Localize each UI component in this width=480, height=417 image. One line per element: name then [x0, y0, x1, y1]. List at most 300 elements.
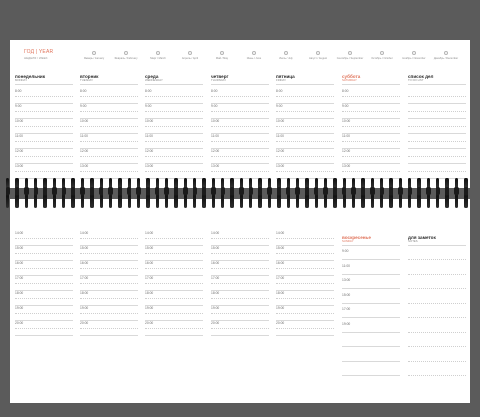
month-ring-icon	[348, 51, 352, 55]
binding-coil	[408, 178, 411, 208]
time-slot[interactable]	[15, 89, 73, 103]
hour-line	[15, 335, 73, 336]
time-slot[interactable]	[211, 261, 269, 275]
time-slot[interactable]	[80, 231, 138, 245]
time-slot[interactable]	[408, 336, 466, 350]
spiral-binding	[6, 178, 474, 210]
time-slot[interactable]	[342, 134, 400, 148]
half-hour-line	[80, 268, 138, 269]
time-slot[interactable]	[15, 134, 73, 148]
time-slot[interactable]	[80, 134, 138, 148]
half-hour-line	[276, 96, 334, 97]
binding-coil	[118, 178, 121, 208]
time-label: 14:00	[145, 231, 154, 235]
time-slot[interactable]	[276, 246, 334, 260]
half-hour-line	[145, 283, 203, 284]
time-slot[interactable]	[342, 278, 400, 292]
time-label: 19:00	[145, 306, 154, 310]
day-subtitle: NOTES	[408, 239, 418, 243]
time-slot[interactable]	[211, 321, 269, 335]
binding-coil	[109, 178, 112, 208]
binding-coil	[324, 178, 327, 208]
time-slot[interactable]	[408, 164, 466, 178]
time-slot[interactable]	[276, 306, 334, 320]
line	[408, 375, 466, 376]
time-label: 17:00	[211, 276, 220, 280]
half-hour-line	[145, 268, 203, 269]
half-hour-line	[211, 238, 269, 239]
time-label: 8:00	[15, 89, 22, 93]
time-slot[interactable]	[408, 365, 466, 379]
time-slot[interactable]	[145, 231, 203, 245]
time-slot[interactable]	[211, 104, 269, 118]
half-hour-line	[80, 313, 138, 314]
half-hour-line	[145, 96, 203, 97]
binding-coil	[81, 178, 84, 208]
time-slot[interactable]	[80, 306, 138, 320]
time-label: 9:00	[342, 104, 349, 108]
time-slot[interactable]	[211, 291, 269, 305]
time-slot[interactable]	[15, 164, 73, 178]
time-slot[interactable]	[80, 149, 138, 163]
time-slot[interactable]	[145, 149, 203, 163]
day-title: четверг	[211, 74, 229, 79]
month-ring-icon	[188, 51, 192, 55]
half-hour-line	[211, 298, 269, 299]
time-slot[interactable]	[211, 231, 269, 245]
time-slot[interactable]	[408, 119, 466, 133]
half-hour-line	[80, 111, 138, 112]
time-slot[interactable]	[211, 119, 269, 133]
line	[342, 375, 400, 376]
time-slot[interactable]	[145, 306, 203, 320]
time-slot[interactable]	[342, 264, 400, 278]
half-hour-line	[145, 171, 203, 172]
time-label: 8:00	[342, 89, 349, 93]
binding-coil	[53, 178, 56, 208]
time-label: 12:00	[80, 149, 89, 153]
binding-coil	[389, 178, 392, 208]
time-label: 13:00	[145, 164, 154, 168]
day-column-continued	[80, 231, 138, 401]
time-slot[interactable]	[15, 306, 73, 320]
time-slot[interactable]	[276, 164, 334, 178]
binding-coil	[258, 178, 261, 208]
time-slot[interactable]	[145, 246, 203, 260]
half-hour-line	[15, 298, 73, 299]
time-slot[interactable]	[80, 164, 138, 178]
binding-coil	[202, 178, 205, 208]
time-label: 13:00	[342, 278, 351, 282]
day-title: вторник	[80, 74, 99, 79]
half-hour-line	[80, 328, 138, 329]
time-label: 10:00	[15, 119, 24, 123]
half-hour-line	[80, 298, 138, 299]
time-label: 15:00	[145, 246, 154, 250]
day-column-continued	[211, 231, 269, 401]
binding-coil	[445, 178, 448, 208]
time-slot[interactable]	[145, 321, 203, 335]
time-slot[interactable]	[408, 307, 466, 321]
time-slot[interactable]	[276, 104, 334, 118]
binding-coil	[249, 178, 252, 208]
half-hour-line	[15, 328, 73, 329]
binding-coil	[352, 178, 355, 208]
day-title: понедельник	[15, 74, 46, 79]
line	[342, 317, 400, 318]
hour-line	[80, 335, 138, 336]
line	[342, 303, 400, 304]
time-slot[interactable]	[342, 104, 400, 118]
time-slot[interactable]	[408, 104, 466, 118]
time-slot[interactable]	[408, 293, 466, 307]
time-label: 14:00	[15, 231, 24, 235]
month-ring-icon	[380, 51, 384, 55]
header-rule	[342, 84, 400, 85]
time-slot[interactable]	[15, 321, 73, 335]
time-slot[interactable]	[408, 264, 466, 278]
time-label: 16:00	[80, 261, 89, 265]
half-hour-line	[342, 111, 400, 112]
half-hour-line	[276, 313, 334, 314]
half-hour-line	[211, 156, 269, 157]
day-column-continued	[145, 231, 203, 401]
half-hour-line	[15, 171, 73, 172]
binding-coil	[15, 178, 18, 208]
half-hour-line	[211, 268, 269, 269]
month-label: Сентябрь / September	[336, 57, 364, 60]
half-hour-line	[15, 268, 73, 269]
time-label: 12:00	[211, 149, 220, 153]
header-rule	[276, 84, 334, 85]
half-hour-line	[276, 238, 334, 239]
binding-coil	[427, 178, 430, 208]
time-slot[interactable]	[15, 119, 73, 133]
time-slot[interactable]	[276, 321, 334, 335]
time-slot[interactable]	[145, 119, 203, 133]
time-slot[interactable]	[15, 231, 73, 245]
time-label: 13:00	[15, 164, 24, 168]
half-hour-line	[211, 126, 269, 127]
time-slot[interactable]	[276, 261, 334, 275]
time-slot[interactable]	[276, 291, 334, 305]
time-slot[interactable]	[408, 322, 466, 336]
time-label: 12:00	[145, 149, 154, 153]
time-slot[interactable]	[145, 89, 203, 103]
time-slot[interactable]	[145, 291, 203, 305]
time-slot[interactable]	[276, 276, 334, 290]
half-hour-line	[80, 253, 138, 254]
day-subtitle: MONDAY	[15, 78, 28, 82]
time-label: 14:00	[80, 231, 89, 235]
time-label: 15:00	[211, 246, 220, 250]
time-label: 10:00	[211, 119, 220, 123]
time-label: 11:00	[211, 134, 220, 138]
binding-coil	[6, 178, 9, 208]
time-label: 13:00	[80, 164, 89, 168]
binding-coil	[455, 178, 458, 208]
month-label: Ноябрь / November	[402, 57, 426, 60]
day-title: среда	[145, 74, 159, 79]
time-label: 10:00	[145, 119, 154, 123]
month-ring-icon	[92, 51, 96, 55]
half-hour-line	[15, 238, 73, 239]
time-slot[interactable]	[342, 351, 400, 365]
day-title: суббота	[342, 74, 361, 79]
day-column	[145, 74, 203, 186]
time-slot[interactable]	[145, 134, 203, 148]
time-label: 8:00	[211, 89, 218, 93]
time-slot[interactable]	[211, 134, 269, 148]
time-label: 8:00	[145, 89, 152, 93]
time-slot[interactable]	[15, 104, 73, 118]
day-column	[276, 74, 334, 186]
time-label: 18:00	[211, 291, 220, 295]
day-subtitle: TUESDAY	[80, 78, 94, 82]
time-slot[interactable]	[211, 149, 269, 163]
sunday-column	[342, 235, 400, 401]
half-hour-line	[145, 298, 203, 299]
day-title: воскресенье	[342, 235, 371, 240]
month-label: Январь / January	[83, 57, 105, 60]
header-rule	[408, 84, 466, 85]
time-slot[interactable]	[276, 119, 334, 133]
half-hour-line	[276, 268, 334, 269]
time-slot[interactable]	[15, 246, 73, 260]
header-rule	[145, 84, 203, 85]
half-hour-line	[145, 238, 203, 239]
time-label: 13:00	[276, 164, 285, 168]
binding-coil	[43, 178, 46, 208]
time-slot[interactable]	[342, 365, 400, 379]
day-column-continued	[15, 231, 73, 401]
half-hour-line	[342, 171, 400, 172]
half-hour-line	[15, 96, 73, 97]
time-label: 11:00	[80, 134, 89, 138]
month-label: Август / August	[308, 57, 328, 60]
half-hour-line	[276, 171, 334, 172]
binding-coil	[305, 178, 308, 208]
binding-coil	[380, 178, 383, 208]
month-label: Декабрь / December	[433, 57, 459, 60]
line	[342, 361, 400, 362]
binding-coil	[212, 178, 215, 208]
half-hour-line	[80, 283, 138, 284]
binding-coil	[71, 178, 74, 208]
time-label: 16:00	[145, 261, 154, 265]
time-slot[interactable]	[211, 164, 269, 178]
time-label: 11:00	[342, 134, 351, 138]
time-slot[interactable]	[342, 249, 400, 263]
time-slot[interactable]	[15, 291, 73, 305]
time-slot[interactable]	[408, 351, 466, 365]
time-label: 15:00	[15, 246, 24, 250]
binding-coil	[371, 178, 374, 208]
time-slot[interactable]	[342, 293, 400, 307]
time-slot[interactable]	[15, 149, 73, 163]
time-slot[interactable]	[80, 246, 138, 260]
day-subtitle: SATURDAY	[342, 78, 357, 82]
month-ring-icon	[284, 51, 288, 55]
binding-coil	[296, 178, 299, 208]
time-label: 20:00	[211, 321, 220, 325]
time-slot[interactable]	[15, 276, 73, 290]
binding-coil	[221, 178, 224, 208]
half-hour-line	[276, 298, 334, 299]
time-slot[interactable]	[408, 149, 466, 163]
time-slot[interactable]	[342, 119, 400, 133]
month-ring-icon	[444, 51, 448, 55]
time-slot[interactable]	[342, 322, 400, 336]
day-column-continued	[276, 231, 334, 401]
time-label: 19:00	[15, 306, 24, 310]
time-slot[interactable]	[408, 134, 466, 148]
time-label: 19:00	[276, 306, 285, 310]
time-slot[interactable]	[276, 89, 334, 103]
month-label: Октябрь / October	[371, 57, 393, 60]
time-label: 20:00	[15, 321, 24, 325]
half-hour-line	[408, 111, 466, 112]
binding-coil	[25, 178, 28, 208]
line	[408, 259, 466, 260]
binding-coil	[128, 178, 131, 208]
time-slot[interactable]	[80, 261, 138, 275]
time-slot[interactable]	[80, 321, 138, 335]
time-label: 18:00	[80, 291, 89, 295]
time-slot[interactable]	[80, 89, 138, 103]
day-subtitle: WEDNESDAY	[145, 78, 163, 82]
header-rule	[211, 84, 269, 85]
time-label: 17:00	[342, 307, 351, 311]
month-label: Июнь / June	[246, 57, 262, 60]
time-slot[interactable]	[408, 249, 466, 263]
half-hour-line	[80, 96, 138, 97]
time-slot[interactable]	[80, 276, 138, 290]
time-label: 14:00	[211, 231, 220, 235]
year-label: ГОД | YEAR	[24, 49, 54, 55]
line	[408, 303, 466, 304]
line	[342, 259, 400, 260]
binding-coil	[137, 178, 140, 208]
time-slot[interactable]	[145, 261, 203, 275]
month-label: Июль / July	[279, 57, 293, 60]
binding-coil	[156, 178, 159, 208]
time-label: 17:00	[80, 276, 89, 280]
header-rule	[15, 84, 73, 85]
month-label: Май / May	[215, 57, 229, 60]
time-slot[interactable]	[211, 89, 269, 103]
binding-coil	[417, 178, 420, 208]
binding-coil	[464, 178, 467, 208]
binding-coil	[184, 178, 187, 208]
time-slot[interactable]	[276, 134, 334, 148]
month-ring-icon	[220, 51, 224, 55]
time-label: 10:00	[342, 119, 351, 123]
time-slot[interactable]	[342, 164, 400, 178]
time-slot[interactable]	[15, 261, 73, 275]
time-slot[interactable]	[145, 104, 203, 118]
time-slot[interactable]	[145, 276, 203, 290]
day-subtitle: THURSDAY	[211, 78, 227, 82]
week-label: НЕДЕЛЯ / WEEK	[24, 56, 48, 60]
planner-bottom-page	[10, 199, 470, 403]
time-slot[interactable]	[276, 231, 334, 245]
time-label: 19:00	[342, 321, 351, 326]
day-subtitle: TO DO LIST	[408, 78, 424, 82]
half-hour-line	[342, 156, 400, 157]
time-slot[interactable]	[80, 119, 138, 133]
half-hour-line	[408, 126, 466, 127]
binding-coil	[34, 178, 37, 208]
day-title: для заметок	[408, 235, 436, 240]
time-label: 10:00	[276, 119, 285, 123]
binding-coil	[230, 178, 233, 208]
hour-line	[211, 335, 269, 336]
binding-coil	[333, 178, 336, 208]
time-slot[interactable]	[211, 306, 269, 320]
time-slot[interactable]	[342, 336, 400, 350]
time-slot[interactable]	[211, 276, 269, 290]
time-label: 12:00	[342, 149, 351, 153]
time-slot[interactable]	[80, 104, 138, 118]
half-hour-line	[276, 283, 334, 284]
half-hour-line	[276, 328, 334, 329]
month-label: Апрель / April	[181, 57, 199, 60]
month-ring-icon	[124, 51, 128, 55]
half-hour-line	[15, 111, 73, 112]
binding-coil	[90, 178, 93, 208]
time-slot[interactable]	[276, 149, 334, 163]
time-slot[interactable]	[211, 246, 269, 260]
binding-coil	[165, 178, 168, 208]
half-hour-line	[145, 126, 203, 127]
time-label: 17:00	[276, 276, 285, 280]
time-slot[interactable]	[80, 291, 138, 305]
binding-coil	[100, 178, 103, 208]
planner-top-page	[10, 40, 470, 188]
time-label: 9:00	[211, 104, 218, 108]
time-label: 12:00	[15, 149, 24, 153]
line	[408, 317, 466, 318]
time-slot[interactable]	[408, 278, 466, 292]
day-subtitle: FRIDAY	[276, 78, 287, 82]
month-ring-icon	[252, 51, 256, 55]
time-slot[interactable]	[342, 307, 400, 321]
header-rule	[80, 84, 138, 85]
time-slot[interactable]	[342, 89, 400, 103]
month-ring-icon	[156, 51, 160, 55]
time-label: 9:00	[145, 104, 152, 108]
binding-coil	[436, 178, 439, 208]
time-slot[interactable]	[408, 89, 466, 103]
binding-coil	[277, 178, 280, 208]
month-ring-icon	[412, 51, 416, 55]
half-hour-line	[15, 141, 73, 142]
half-hour-line	[15, 156, 73, 157]
time-slot[interactable]	[145, 164, 203, 178]
time-slot[interactable]	[342, 149, 400, 163]
half-hour-line	[408, 141, 466, 142]
time-label: 10:00	[80, 119, 89, 123]
month-label: Февраль / February	[114, 57, 138, 60]
day-column	[408, 74, 466, 186]
time-label: 9:00	[276, 104, 283, 108]
binding-coil	[343, 178, 346, 208]
half-hour-line	[80, 171, 138, 172]
time-label: 9:00	[80, 104, 87, 108]
time-label: 20:00	[276, 321, 285, 325]
time-label: 19:00	[80, 306, 89, 310]
